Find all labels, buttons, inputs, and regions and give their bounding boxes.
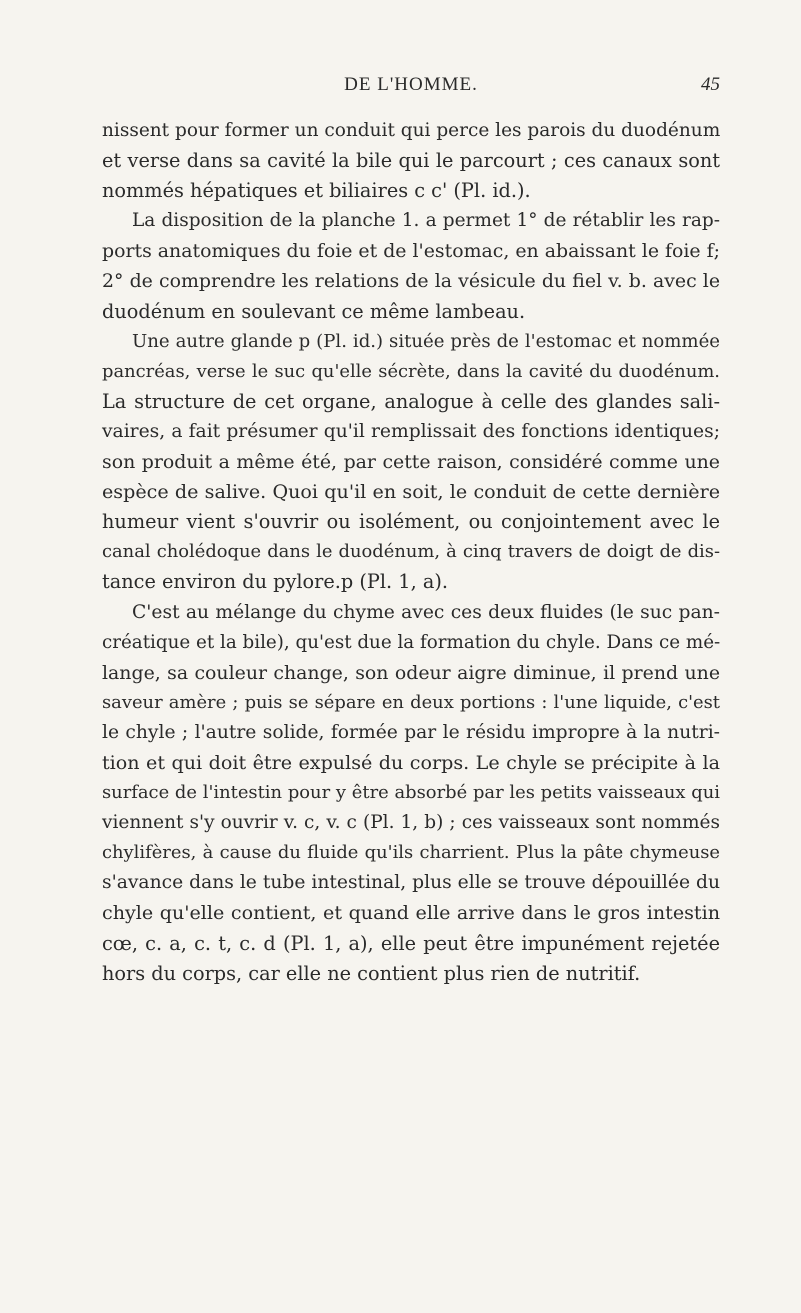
body-text	[102, 116, 720, 989]
text-line: viennent s'y ouvrir v. c, v. c (Pl. 1, b) ; ces vaisseaux sont nommés	[102, 812, 720, 834]
text-line: vaires, a fait présumer qu'il remplissait des fonctions identiques;	[102, 420, 720, 442]
text-line: et verse dans sa cavité la bile qui le parcourt ; ces canaux sont	[102, 149, 720, 173]
text-line: chyle qu'elle contient, et quand elle arrive dans le gros intestin	[102, 901, 720, 925]
text-line: ports anatomiques du foie et de l'estomac, en abaissant le foie f;	[102, 240, 720, 263]
text-line: tance environ du pylore.p (Pl. 1, a).	[102, 570, 448, 594]
text-line: saveur amère ; puis se sépare en deux portions : l'une liquide, c'est	[102, 691, 720, 713]
text-line: créatique et la bile), qu'est due la formation du chyle. Dans ce mé-	[102, 631, 721, 653]
text-line: tion et qui doit être expulsé du corps. Le chyle se précipite à la	[102, 750, 720, 774]
text-line: espèce de salive. Quoi qu'il en soit, le conduit de cette dernière	[102, 480, 720, 504]
page-number: 45	[701, 74, 720, 95]
text-line: le chyle ; l'autre solide, formée par le résidu impropre à la nutri-	[102, 721, 720, 743]
text-line: chylifères, à cause du fluide qu'ils charrient. Plus la pâte chymeuse	[102, 842, 720, 864]
text-line: pancréas, verse le suc qu'elle sécrète, dans la cavité du duodénum.	[102, 360, 720, 382]
running-head	[102, 74, 720, 104]
text-line: humeur vient s'ouvrir ou isolément, ou conjointement avec le	[102, 510, 720, 534]
text-line: canal cholédoque dans le duodénum, à cinq travers de doigt de dis-	[102, 541, 720, 563]
text-line: La structure de cet organe, analogue à celle des glandes sali-	[102, 389, 720, 413]
text-line: nommés hépatiques et biliaires c c' (Pl. id.).	[102, 179, 531, 203]
text-line: son produit a même été, par cette raison, considéré comme une	[102, 451, 720, 474]
text-line: surface de l'intestin pour y être absorbé par les petits vaisseaux qui	[102, 782, 720, 804]
text-line: C'est au mélange du chyme avec ces deux fluides (le suc pan-	[132, 601, 720, 623]
chapter-title: DE L'HOMME.	[344, 74, 478, 95]
text-line: cœ, c. a, c. t, c. d (Pl. 1, a), elle peut être impunément rejetée	[102, 931, 720, 955]
text-line: lange, sa couleur change, son odeur aigre diminue, il prend une	[102, 661, 720, 684]
text-line: 2° de comprendre les relations de la vésicule du fiel v. b. avec le	[102, 270, 720, 293]
text-line: duodénum en soulevant ce même lambeau.	[102, 299, 526, 323]
text-line: La disposition de la planche 1. a permet 1° de rétablir les rap-	[132, 210, 720, 232]
text-line: hors du corps, car elle ne contient plus rien de nutritif.	[102, 961, 641, 985]
text-line: s'avance dans le tube intestinal, plus elle se trouve dépouillée du	[102, 872, 720, 894]
text-line: Une autre glande p (Pl. id.) située près de l'estomac et nommée	[132, 330, 720, 352]
text-line: nissent pour former un conduit qui perce les parois du duodénum	[102, 120, 721, 141]
